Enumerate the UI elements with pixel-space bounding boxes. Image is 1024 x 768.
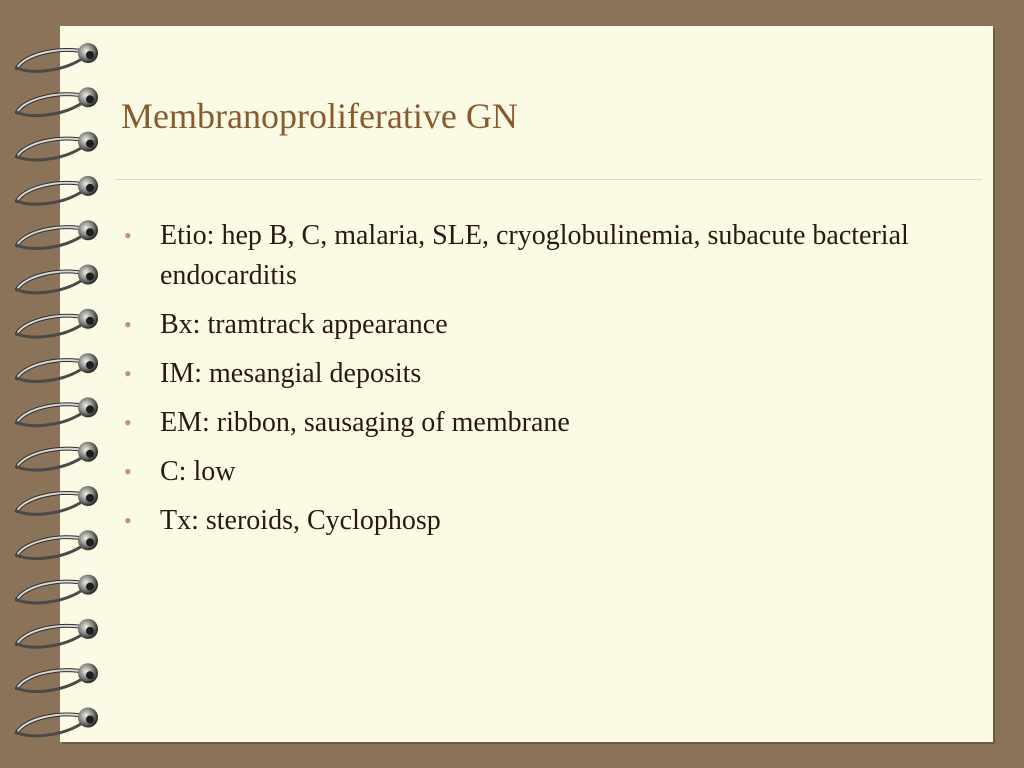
bullet-item-im: [60, 354, 940, 394]
bullet-marker-icon: •: [124, 459, 132, 484]
spiral-ring-icon: [17, 575, 98, 603]
spiral-ring-icon: [17, 486, 98, 514]
slide-title: Membranoproliferative GN: [121, 96, 518, 136]
bullet-item-tx: [60, 501, 940, 541]
spiral-ring-icon: [17, 530, 98, 558]
spiral-ring-icon: [17, 708, 98, 736]
bullet-text: C: low: [160, 456, 236, 487]
bullet-item-etio: [60, 216, 940, 296]
bullet-item-em: [60, 403, 940, 443]
bullet-marker-icon: •: [124, 223, 132, 248]
bullet-text: Tx: steroids, Cyclophosp: [160, 505, 441, 536]
spiral-ring-icon: [17, 397, 98, 425]
notebook-page: [60, 26, 993, 742]
bullet-marker-icon: •: [124, 361, 132, 386]
bullet-marker-icon: •: [124, 508, 132, 533]
spiral-ring-icon: [17, 87, 98, 115]
spiral-ring-icon: [17, 353, 98, 381]
spiral-ring-icon: [17, 265, 98, 293]
bullet-marker-icon: •: [124, 312, 132, 337]
bullet-text: EM: ribbon, sausaging of membrane: [160, 407, 570, 438]
spiral-ring-icon: [17, 442, 98, 470]
spiral-ring-icon: [17, 619, 98, 647]
bullet-text: IM: mesangial deposits: [160, 358, 422, 389]
spiral-binding-icon: [0, 0, 110, 768]
spiral-ring-icon: [17, 132, 98, 160]
bullet-item-bx: [60, 305, 940, 345]
bullet-marker-icon: •: [124, 410, 132, 435]
spiral-ring-icon: [17, 663, 98, 691]
spiral-ring-icon: [17, 220, 98, 248]
spiral-ring-icon: [17, 309, 98, 337]
title-divider: [115, 179, 982, 180]
spiral-ring-icon: [17, 43, 98, 71]
bullet-item-c: [60, 452, 940, 492]
bullet-list: [60, 216, 940, 550]
bullet-text: Bx: tramtrack appearance: [160, 309, 448, 340]
bullet-text: Etio: hep B, C, malaria, SLE, cryoglobulinemia, subacute bacterial endocarditis: [160, 220, 909, 291]
spiral-ring-icon: [17, 176, 98, 204]
